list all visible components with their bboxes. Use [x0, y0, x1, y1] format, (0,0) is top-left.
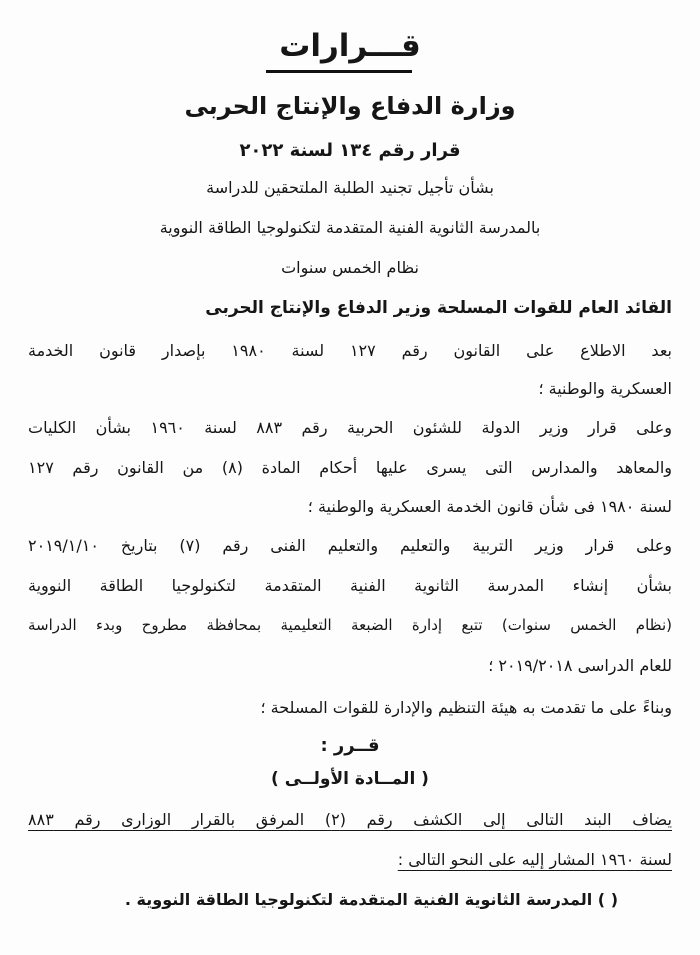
issuer-title: القائد العام للقوات المسلحة وزير الدفاع والإنتاج الحربى: [205, 298, 672, 318]
preamble-line: وعلى قرار وزير الدولة للشئون الحربية رقم ٨٨٣ لسنة ١٩٦٠ بشأن الكليات: [28, 418, 673, 437]
added-item: ( ) المدرسة الثانوية الفنية المتقدمة لتكنولوجيا الطاقة النووية .: [124, 890, 618, 909]
preamble-line: لسنة ١٩٨٠ فى شأن قانون الخدمة العسكرية والوطنية ؛: [307, 497, 672, 516]
preamble-line: بشأن إنشاء المدرسة الثانوية الفنية المتقدمة لتكنولوجيا الطاقة النووية: [28, 576, 672, 595]
preamble-line: بعد الاطلاع على القانون رقم ١٢٧ لسنة ١٩٨٠ بإصدار قانون الخدمة: [28, 341, 672, 360]
heading-underline: [266, 70, 412, 73]
decree-number: قرار رقم ١٣٤ لسنة ٢٠٢٢: [239, 140, 461, 161]
article-title: ( المــادة الأولــى ): [271, 769, 429, 789]
ministry-title: وزارة الدفاع والإنتاج الحربى: [184, 92, 516, 120]
preamble-line: (نظام الخمس سنوات) تتبع إدارة الضبعة التعليمية بمحافظة مطروح وبدء الدراسة: [28, 616, 672, 634]
preamble-line: والمعاهد والمدارس التى يسرى عليها أحكام المادة (٨) من القانون رقم ١٢٧: [28, 458, 673, 477]
subject-line-1: بشأن تأجيل تجنيد الطلبة الملتحقين للدراسة: [206, 178, 494, 197]
preamble-line: للعام الدراسى ٢٠١٩/٢٠١٨ ؛: [488, 656, 672, 675]
decision-heading: قــرر :: [320, 735, 380, 756]
subject-line-2: بالمدرسة الثانوية الفنية المتقدمة لتكنولوجيا الطاقة النووية: [159, 218, 541, 237]
preamble-line: وبناءً على ما تقدمت به هيئة التنظيم والإدارة للقوات المسلحة ؛: [260, 698, 672, 717]
preamble-line: وعلى قرار وزير التربية والتعليم والتعليم الفنى رقم (٧) بتاريخ ٢٠١٩/١/١٠: [28, 536, 673, 555]
article-text-line: يضاف البند التالى إلى الكشف رقم (٢) المرفق بالقرار الوزارى رقم ٨٨٣: [28, 810, 673, 829]
article-text-line: لسنة ١٩٦٠ المشار إليه على النحو التالى :: [397, 850, 672, 869]
preamble-line: العسكرية والوطنية ؛: [538, 379, 672, 398]
page-heading: قـــرارات: [279, 28, 421, 64]
subject-line-3: نظام الخمس سنوات: [281, 258, 419, 277]
